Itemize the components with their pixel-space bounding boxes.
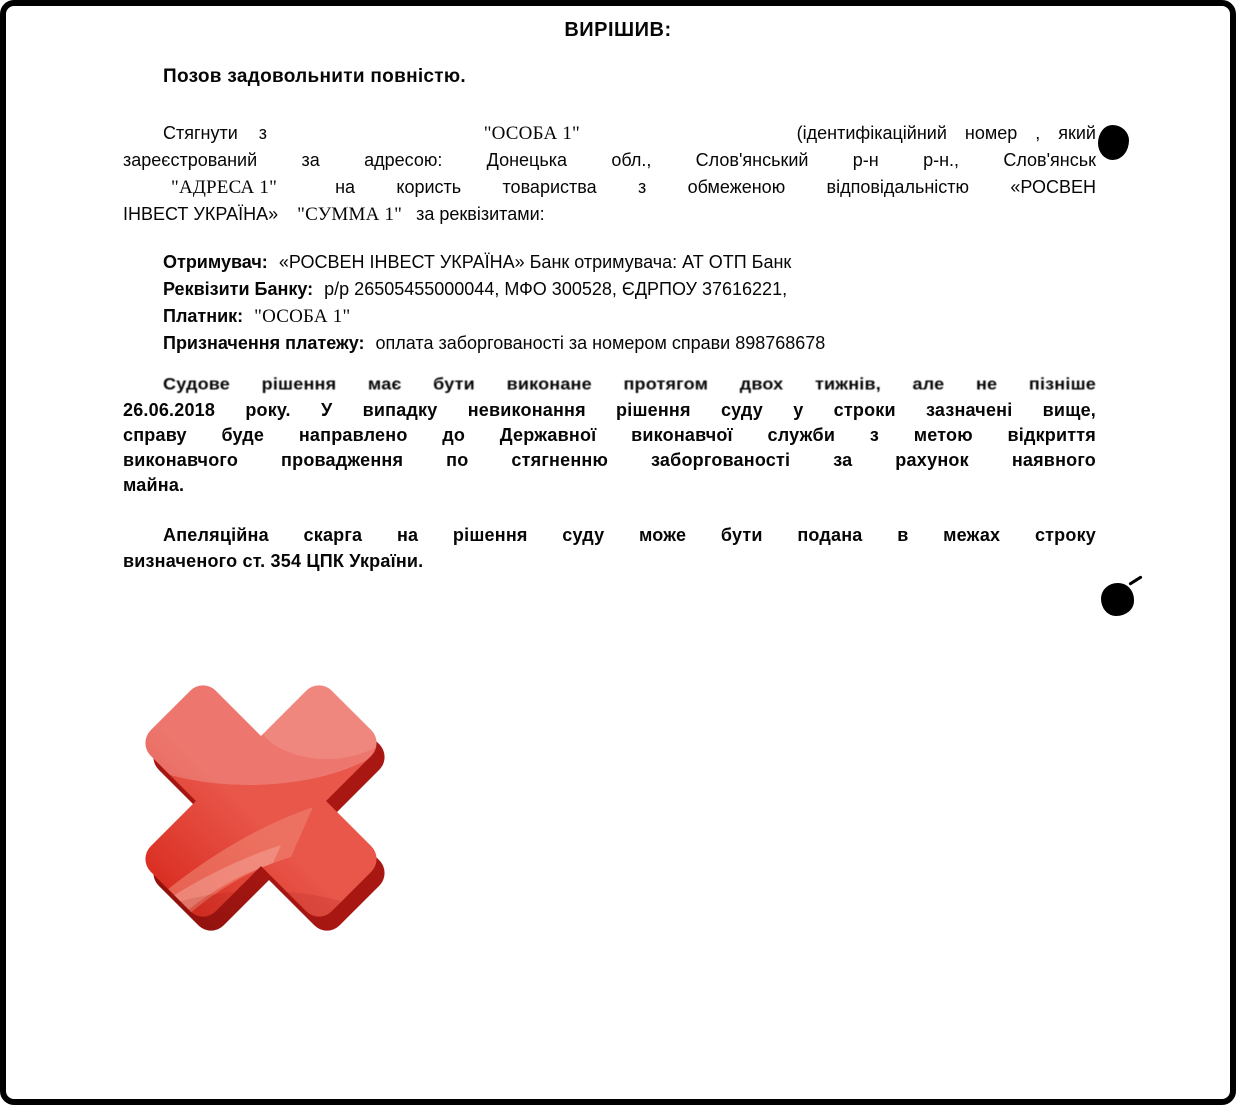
- claim-paragraph: [123, 120, 1096, 228]
- execution-line: справу буде направлено до Державної виконавчої служби з метою відкриття: [123, 425, 1096, 445]
- requisite-value: р/р 26505455000044, МФО 300528, ЄДРПОУ 37616221,: [324, 279, 788, 299]
- claim-line-2: зареєстрований за адресою: Донецька обл., Слов'янський р-н р-н., Слов'янськ: [123, 150, 1096, 170]
- claim-line-3-text: на користь товариства з обмеженою відповідальністю «РОСВЕН: [335, 177, 1096, 197]
- requisite-value: оплата заборгованості за номером справи 898768678: [375, 333, 826, 353]
- claim-line-1-end: (ідентифікаційний номер , який: [796, 123, 1096, 143]
- ink-blot-icon: [1098, 125, 1129, 160]
- red-cross-icon: [124, 656, 404, 956]
- claim-line-4: [123, 201, 1096, 228]
- execution-line: виконавчого провадження по стягненню заборгованості за рахунок наявного: [123, 450, 1096, 470]
- requisite-label: Платник:: [163, 306, 244, 326]
- sum-placeholder: "СУММА 1": [297, 204, 403, 225]
- claim-line-1: [123, 120, 1096, 147]
- appeal-paragraph: [123, 522, 1096, 574]
- claim-line-4-end: за реквізитами:: [416, 204, 545, 224]
- verdict-line: Позов задовольнити повністю.: [163, 66, 467, 87]
- claim-line-3: [123, 174, 1096, 201]
- appeal-line: визначеного ст. 354 ЦПК України.: [123, 551, 424, 571]
- requisite-label: Отримувач:: [163, 252, 268, 272]
- person-placeholder: "ОСОБА 1": [483, 123, 580, 144]
- ink-blot-icon: [1101, 583, 1134, 616]
- execution-line: Судове рішення має бути виконане протягом двох тижнів, але не пізніше: [163, 374, 1096, 394]
- payer-placeholder: "ОСОБА 1": [254, 306, 351, 327]
- bank-requisites: [163, 249, 825, 357]
- address-placeholder: "АДРЕСА 1": [171, 177, 278, 198]
- requisite-label: Призначення платежу:: [163, 333, 365, 353]
- requisite-label: Реквізити Банку:: [163, 279, 314, 299]
- page-title: ВИРІШИВ:: [564, 19, 672, 41]
- requisite-value: «РОСВЕН ІНВЕСТ УКРАЇНА» Банк отримувача: АТ ОТП Банк: [278, 252, 792, 272]
- requisite-row-receiver: [163, 249, 825, 276]
- execution-line: 26.06.2018 року. У випадку невиконання рішення суду у строки зазначені вище,: [123, 400, 1096, 420]
- claim-line-4-start: ІНВЕСТ УКРАЇНА»: [123, 204, 279, 224]
- claim-line-1-start: Стягнути з: [163, 123, 268, 143]
- execution-line: майна.: [123, 475, 185, 495]
- execution-paragraph: [123, 373, 1096, 498]
- requisite-row-bank: [163, 276, 825, 303]
- requisite-row-purpose: [163, 330, 825, 357]
- appeal-line: Апеляційна скарга на рішення суду може бути подана в межах строку: [163, 525, 1096, 545]
- requisite-row-payer: [163, 303, 825, 330]
